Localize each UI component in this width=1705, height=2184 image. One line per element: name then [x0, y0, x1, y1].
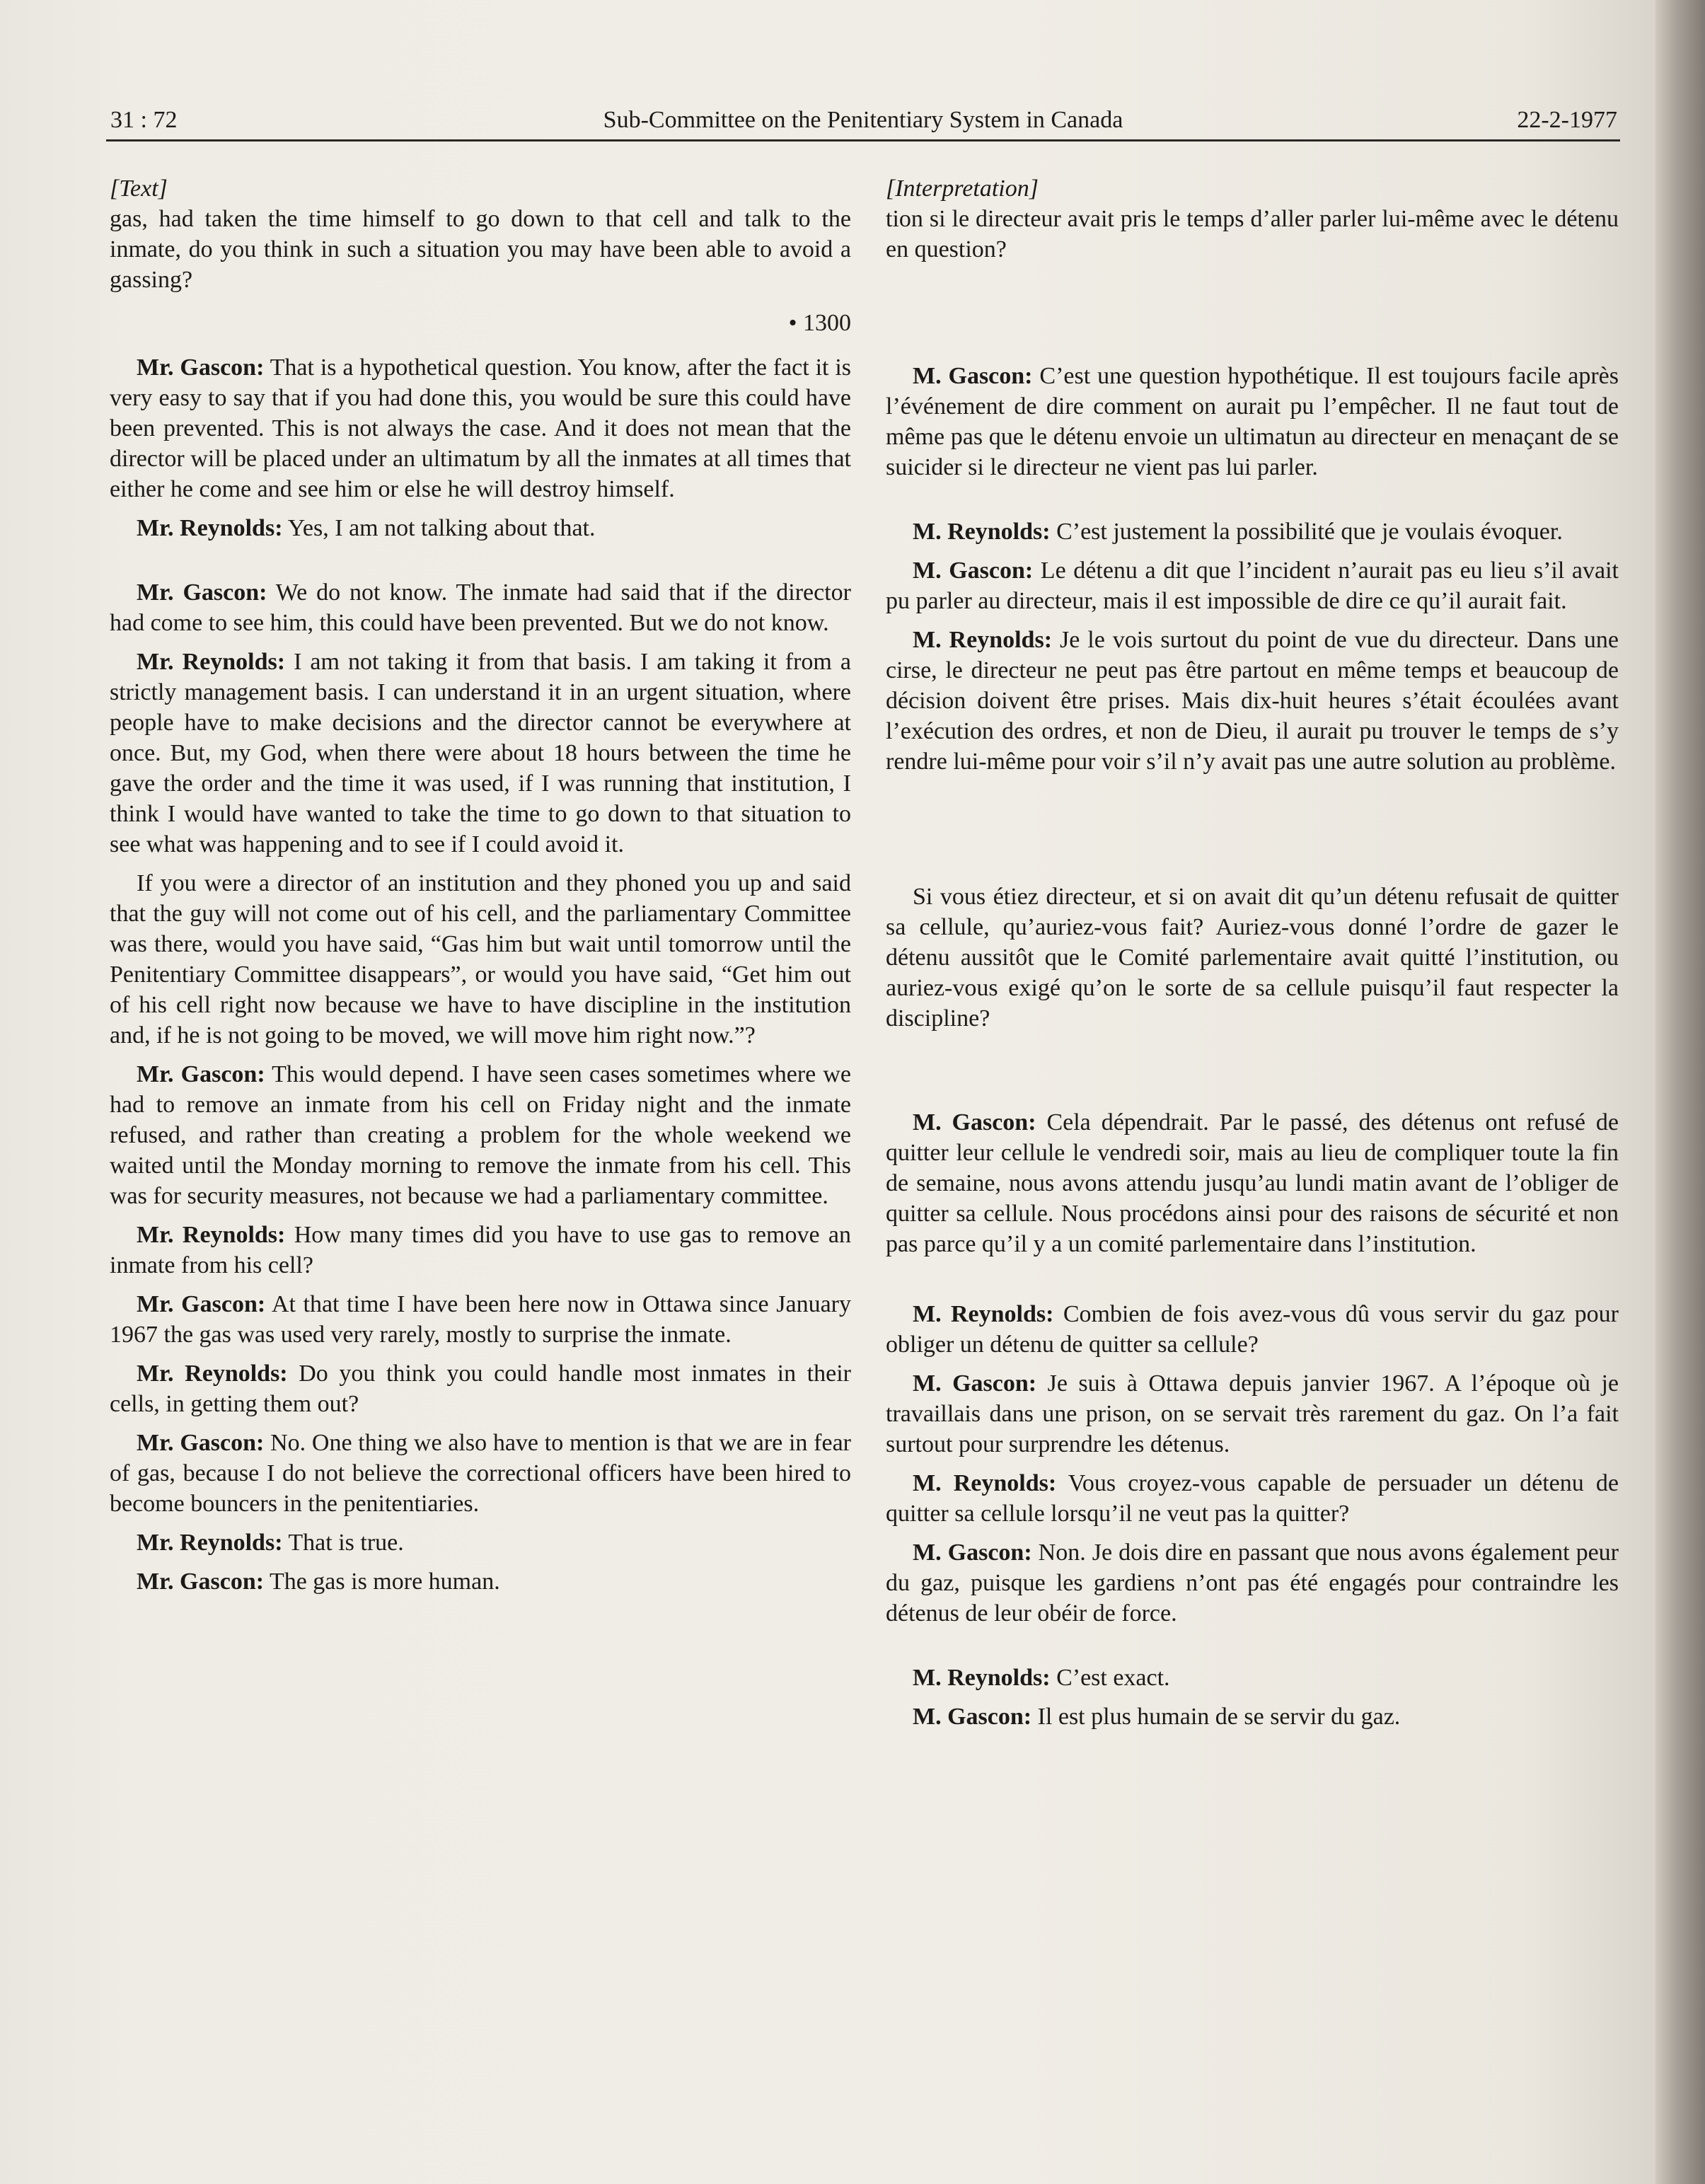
speech: This would depend. I have seen cases sometimes where we had to remove an inmate from his cell on Friday night and the inmate refused, and rather than creating a problem for the whole weekend we waited until the Monday morning to remove the inmate from his cell. This was for security measures, not because we had a parliamentary committee.: [110, 1061, 851, 1209]
french-paragraph: [886, 1368, 1619, 1460]
french-column: [886, 173, 1619, 1732]
speech: Le détenu a dit que l’incident n’aurait pas eu lieu s’il avait pu parler au directeur, mais il est impossible de dire ce qu’il aurait fait.: [886, 557, 1619, 614]
speech: We do not know. The inmate had said that if the director had come to see him, this could have been prevented. But we do not know.: [110, 579, 851, 636]
french-paragraph: [886, 1107, 1619, 1259]
speech: Si vous étiez directeur, et si on avait dit qu’un détenu refusait de quitter sa cellule, qu’auriez-vous fait? Auriez-vous donné l’ordre de gazer le détenu aussitôt que le Comité parlementaire avait quitté l’institution, ou auriez-vous exigé qu’on le sorte de sa cellule puisqu’il faut respecter la discipline?: [886, 884, 1619, 1032]
speaker: M. Gascon:: [913, 557, 1034, 584]
speaker: M. Reynolds:: [913, 519, 1051, 545]
speech: No. One thing we also have to mention is that we are in fear of gas, because I do not believe the correctional officers have been hired to become bouncers in the penitentiaries.: [110, 1430, 852, 1517]
english-paragraph: [110, 1289, 851, 1350]
speaker: M. Reynolds:: [913, 627, 1053, 653]
english-intro: gas, had taken the time himself to go down to that cell and talk to the inmate, do you think in such a situation you may have been able to avoid a gassing?: [110, 206, 851, 293]
speech: Non. Je dois dire en passant que nous avons également peur du gaz, puisque les gardiens n’ont pas été engagés pour contraindre les détenus de leur obéir de force.: [886, 1539, 1619, 1627]
french-paragraph: [886, 625, 1619, 777]
speech: The gas is more human.: [264, 1568, 500, 1595]
speech: How many times did you have to use gas to remove an inmate from his cell?: [110, 1222, 851, 1278]
speaker: M. Gascon:: [913, 1539, 1032, 1566]
english-paragraph: [110, 868, 851, 1051]
speaker: Mr. Gascon:: [137, 354, 265, 381]
speaker: M. Reynolds:: [913, 1301, 1054, 1327]
english-paragraph: [110, 1220, 851, 1281]
page-number: 31 : 72: [110, 107, 178, 133]
speaker: M. Gascon:: [913, 1704, 1032, 1730]
speech: I am not taking it from that basis. I am taking it from a strictly management basis. I can understand it in an urgent situation, where people have to make decisions and the director cannot be everywhere at once. But, my God, when there were about 18 hours between the time he gave the order and the time it was used, if I was running that institution, I think I would have wanted to take the time to go down to that situation to see what was happening and to see if I could avoid it.: [110, 649, 851, 857]
speaker: M. Gascon:: [913, 1109, 1036, 1136]
speech: Je le vois surtout du point de vue du directeur. Dans une cirse, le directeur ne peut pas être partout en même temps et beaucoup de décision doivent être prises. Mais dix-huit heures s’était écoulées avant l’exécution des ordres, et non de Dieu, il aurait pu trouver le temps de s’y rendre lui-même pour voir s’il n’y avait pas une autre solution au problème.: [886, 627, 1619, 775]
french-paragraph: [886, 882, 1619, 1034]
english-paragraph: [110, 647, 851, 860]
speaker: Mr. Reynolds:: [137, 1222, 286, 1248]
english-paragraph: [110, 577, 851, 638]
french-paragraph: [886, 1663, 1619, 1693]
english-column: [110, 173, 851, 1597]
french-paragraph: [886, 1299, 1619, 1360]
french-intro: tion si le directeur avait pris le temps d’aller parler lui-même avec le détenu en question?: [886, 206, 1619, 262]
speaker: Mr. Gascon:: [137, 1291, 266, 1317]
speaker: Mr. Reynolds:: [137, 515, 283, 541]
english-paragraph: [110, 1059, 851, 1211]
english-paragraph: [110, 1358, 851, 1419]
english-paragraph: [110, 1428, 851, 1519]
speaker: M. Reynolds:: [913, 1470, 1057, 1496]
speaker: Mr. Reynolds:: [137, 1360, 288, 1387]
speech: That is true.: [282, 1530, 404, 1556]
french-paragraph: [886, 1537, 1619, 1629]
speech: Vous croyez-vous capable de persuader un détenu de quitter sa cellule lorsqu’il ne veut pas la quitter?: [886, 1470, 1619, 1527]
speech: C’est une question hypothétique. Il est toujours facile après l’événement de dire comment on aurait pu l’empêcher. Il ne faut tout de même pas que le détenu envoie un ultimatun au directeur en menaçant de se suicider si le directeur ne vient pas lui parler.: [886, 363, 1619, 480]
header-date: 22-2-1977: [1517, 107, 1617, 133]
speech: Je suis à Ottawa depuis janvier 1967. A l’époque où je travaillais dans une prison, on se servait très rarement du gaz. On l’a fait surtout pour surprendre les détenus.: [886, 1370, 1619, 1457]
speaker: M. Reynolds:: [913, 1665, 1051, 1691]
french-paragraph: [886, 1468, 1619, 1529]
french-paragraph: [886, 516, 1619, 547]
speaker: Mr. Gascon:: [137, 1430, 265, 1456]
speech: If you were a director of an institution and they phoned you up and said that the guy will not come out of his cell, and the parliamentary Committee was there, would you have said, “Gas him but wait until tomorrow until the Penitentiary Committee disappears”, or would you have said, “Get him out of his cell right now because we have to have discipline in the institution and, if he is not going to be moved, we will move him right now.”?: [110, 870, 851, 1048]
time-marker: • 1300: [788, 310, 851, 336]
running-header: [106, 103, 1620, 141]
speaker: M. Gascon:: [913, 363, 1033, 389]
speech: At that time I have been here now in Ottawa since January 1967 the gas was used very rarely, mostly to surprise the inmate.: [110, 1291, 851, 1348]
french-label: [Interpretation]: [886, 175, 1039, 202]
speech: Combien de fois avez-vous dû vous servir du gaz pour obliger un détenu de quitter sa cellule?: [886, 1301, 1619, 1358]
speaker: Mr. Gascon:: [137, 1568, 265, 1595]
speech: Il est plus humain de se servir du gaz.: [1031, 1704, 1401, 1730]
header-title: Sub-Committee on the Penitentiary System in Canada: [603, 107, 1123, 133]
english-paragraph: [110, 352, 851, 504]
english-paragraph: [110, 1527, 851, 1558]
speaker: Mr. Gascon:: [137, 1061, 265, 1087]
english-paragraph: [110, 513, 851, 543]
french-paragraph: [886, 1701, 1619, 1732]
speaker: M. Gascon:: [913, 1370, 1037, 1397]
speech: C’est justement la possibilité que je voulais évoquer.: [1050, 519, 1563, 545]
speaker: Mr. Reynolds:: [137, 649, 286, 675]
speaker: Mr. Reynolds:: [137, 1530, 283, 1556]
speech: C’est exact.: [1050, 1665, 1170, 1691]
french-paragraph: [886, 555, 1619, 616]
speaker: Mr. Gascon:: [137, 579, 267, 606]
english-label: [Text]: [110, 175, 168, 202]
speech: Cela dépendrait. Par le passé, des détenus ont refusé de quitter leur cellule le vendredi soir, mais au lieu de compliquer toute la fin de semaine, nous avons attendu jusqu’au lundi matin avant de l’obliger de quitter sa cellule. Nous procédons ainsi pour des raisons de sécurité et non pas parce qu’il y a un comité parlementaire dans l’institution.: [886, 1109, 1619, 1257]
speech: Do you think you could handle most inmates in their cells, in getting them out?: [110, 1360, 851, 1417]
english-paragraph: [110, 1566, 851, 1597]
page-edge-shadow: [1655, 0, 1705, 2184]
french-paragraph: [886, 361, 1619, 483]
speech: Yes, I am not talking about that.: [282, 515, 596, 541]
speech: That is a hypothetical question. You know, after the fact it is very easy to say that if you had done this, you would be sure this could have been prevented. This is not always the case. And it does not mean that the director will be placed under an ultimatum by all the inmates at all times that either he come and see him or else he will destroy himself.: [110, 354, 852, 502]
